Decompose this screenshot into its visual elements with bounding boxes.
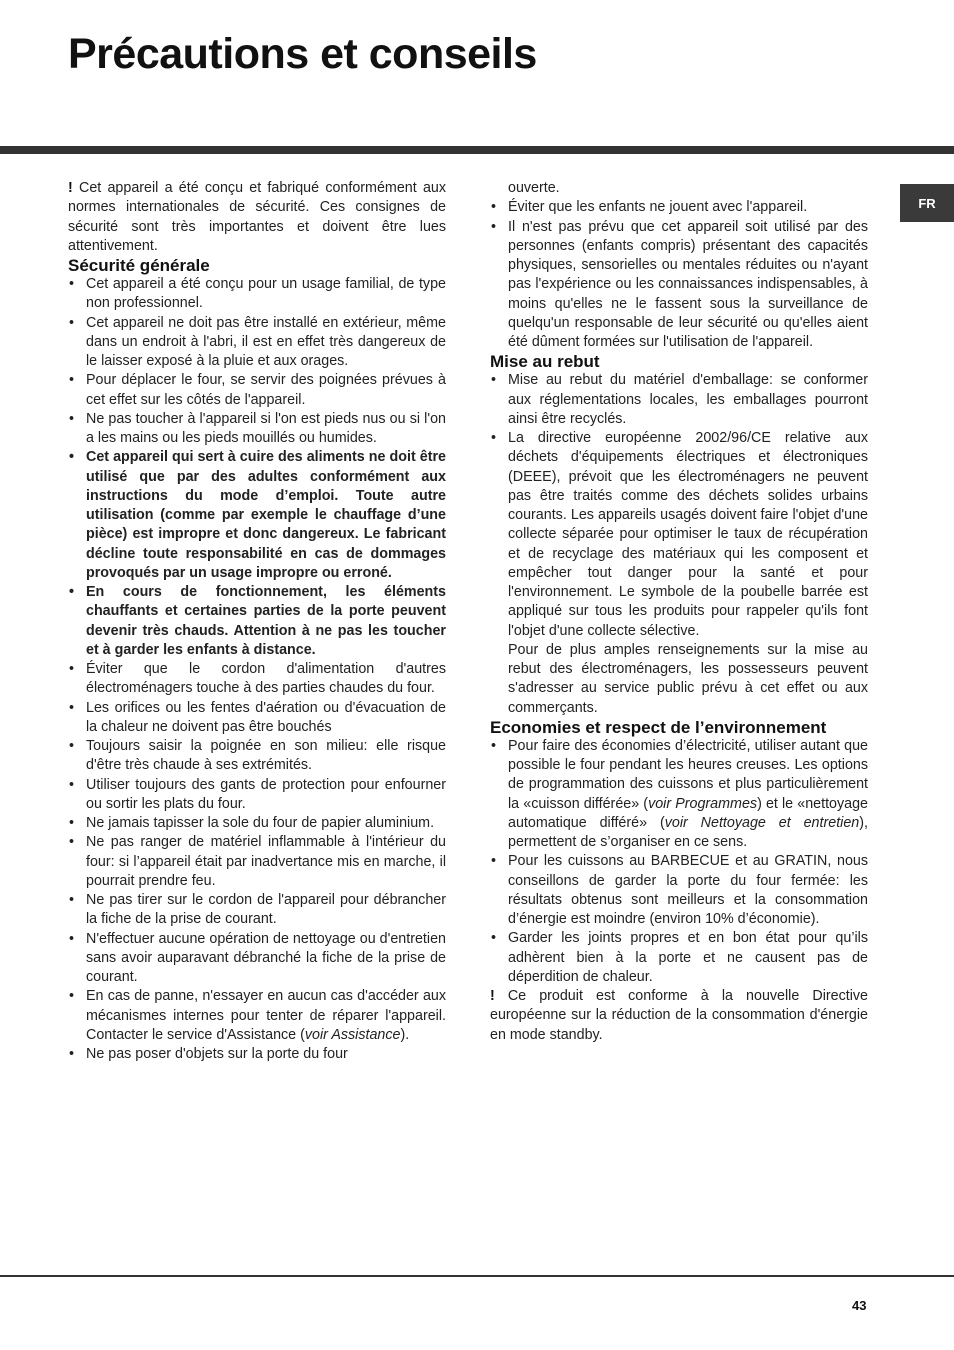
- warning-icon: !: [490, 988, 495, 1004]
- list-item-continuation: ouverte.: [508, 180, 560, 196]
- list-item: • Éviter que le cordon d'alimentation d'autres électroménagers touche à des parties chaudes du four.: [68, 660, 446, 699]
- left-column: [68, 179, 446, 1064]
- right-column: [490, 179, 868, 1045]
- list-item: • Ne pas poser d'objets sur la porte du four: [68, 1045, 446, 1064]
- eco-text: Pour faire des économies d’électricité, utiliser autant que possible le four pendant les heures creuses. Les options de programmation des cuissons et plus particulièrement la «cuisson différée» (: [508, 737, 868, 812]
- list-item: • Ne jamais tapisser la sole du four de papier aluminium.: [68, 814, 446, 833]
- list-item: • Cet appareil a été conçu pour un usage familial, de type non professionnel.: [68, 275, 446, 314]
- assistance-reference: voir Assistance: [304, 1026, 401, 1043]
- list-item-warning: • Cet appareil qui sert à cuire des aliments ne doit être utilisé que par des adultes conformément aux instructions du mode d’emploi. Toute autre utilisation (comme par exemple le chauffage d’une pièce) est impropre et donc dangereux. Le fabricant décline toute responsabilité en cas de dommages provoqués par un usage impropre ou erroné.: [68, 448, 446, 583]
- rebut-continuation: Pour de plus amples renseignements sur la mise au rebut des électroménagers, les possesseurs peuvent s'adresser au service public prévu à cet effet ou aux commerçants.: [508, 641, 868, 716]
- list-item: • Les orifices ou les fentes d'aération ou d'évacuation de la chaleur ne doivent pas être bouchés: [68, 699, 446, 738]
- heading-mise-au-rebut: Mise au rebut: [490, 352, 600, 372]
- page-number: 43: [852, 1298, 867, 1313]
- standby-note: [490, 987, 868, 1045]
- rebut-list: [490, 371, 868, 641]
- eco-text: ), permettent de s’organiser en ce sens.: [508, 814, 868, 850]
- list-item: • Il n'est pas prévu que cet appareil soit utilisé par des personnes (enfants compris) présentant des capacités physiques, sensorielles ou mentales réduites ou n'ayant pas l'expérience ou les connaissances indispensables, à moins qu'elles ne le fassent sous la surveillance de quelqu'un responsable de leur sécurité ou qu'elles aient été dûment formées sur l'utilisation de l'appareil.: [490, 218, 868, 353]
- intro-paragraph: [68, 179, 446, 256]
- economies-list: [490, 737, 868, 987]
- eco-text: ) et le «nettoyage automatique différé» (: [508, 795, 868, 831]
- list-item: • N'effectuer aucune opération de nettoyage ou d'entretien sans avoir auparavant débranché la fiche de la prise de courant.: [68, 930, 446, 988]
- assistance-text-end: ).: [400, 1026, 410, 1043]
- list-item-warning: • En cours de fonctionnement, les éléments chauffants et certaines parties de la porte peuvent devenir très chauds. Attention à ne pas les toucher et à garder les enfants à distance.: [68, 583, 446, 660]
- warning-icon: !: [68, 180, 73, 196]
- footer-divider: [0, 1275, 954, 1277]
- page-title: Précautions et conseils: [68, 30, 537, 78]
- list-item: • Ne pas tirer sur le cordon de l'appareil pour débrancher la fiche de la prise de courant.: [68, 891, 446, 930]
- assistance-text: En cas de panne, n'essayer en aucun cas d'accéder aux mécanismes internes pour tenter de réparer l'appareil. Contacter le service d'Assistance (: [86, 988, 446, 1043]
- list-item: • Utiliser toujours des gants de protection pour enfourner ou sortir les plats du four.: [68, 776, 446, 815]
- list-item: • Pour les cuissons au BARBECUE et au GRATIN, nous conseillons de garder la porte du four fermée: les résultats obtenus sont meilleurs et la consommation d’énergie est moindre (environ 10% d’économie).: [490, 852, 868, 929]
- securite-list-continued: [490, 198, 868, 352]
- list-item: • Ne pas ranger de matériel inflammable à l'intérieur du four: si l’appareil était par inadvertance mis en marche, il pourrait prendre feu.: [68, 833, 446, 891]
- nettoyage-reference: voir Nettoyage et entretien: [664, 814, 860, 831]
- heading-securite-generale: Sécurité générale: [68, 256, 210, 275]
- list-item-assistance: [68, 987, 446, 1045]
- standby-note-text: Ce produit est conforme à la nouvelle Directive européenne sur la réduction de la consommation d'énergie en mode standby.: [490, 988, 868, 1043]
- list-item: • Pour déplacer le four, se servir des poignées prévues à cet effet sur les côtés de l'appareil.: [68, 371, 446, 410]
- list-item: • La directive européenne 2002/96/CE relative aux déchets d'équipements électriques et électroniques (DEEE), prévoit que les électroménagers ne peuvent pas être traités comme des déchets solides urbains courants. Les appareils usagés doivent faire l'objet d'une collecte séparée pour optimiser le taux de récupération et de recyclage des matériaux qui les composent et empêcher tout danger pour la santé et pour l'environnement. Le symbole de la poubelle barrée est appliqué sur tous les produits pour rappeler qu'ils font l'objet d'une collecte sélective.: [490, 429, 868, 641]
- list-item: • Éviter que les enfants ne jouent avec l'appareil.: [490, 198, 868, 217]
- list-item: • Mise au rebut du matériel d'emballage: se conformer aux réglementations locales, les emballages pourront ainsi être recyclés.: [490, 371, 868, 429]
- list-item: • Ne pas toucher à l'appareil si l'on est pieds nus ou si l'on a les mains ou les pieds mouillés ou humides.: [68, 410, 446, 449]
- language-tab: FR: [900, 184, 954, 222]
- header-divider: [0, 146, 954, 154]
- list-item: [490, 737, 868, 853]
- intro-text: Cet appareil a été conçu et fabriqué conformément aux normes internationales de sécurité. Ces consignes de sécurité sont très importantes et doivent être lues attentivement.: [68, 180, 446, 254]
- heading-economies: Economies et respect de l’environnement: [490, 717, 827, 737]
- programmes-reference: voir Programmes: [648, 795, 758, 812]
- securite-list: [68, 275, 446, 1064]
- list-item: • Toujours saisir la poignée en son milieu: elle risque d'être très chaude à ses extrémités.: [68, 737, 446, 776]
- list-item: • Cet appareil ne doit pas être installé en extérieur, même dans un endroit à l'abri, il est en effet très dangereux de le laisser exposé à la pluie et aux orages.: [68, 314, 446, 372]
- list-item: • Garder les joints propres et en bon état pour qu’ils adhèrent bien à la porte et ne causent pas de déperdition de chaleur.: [490, 929, 868, 987]
